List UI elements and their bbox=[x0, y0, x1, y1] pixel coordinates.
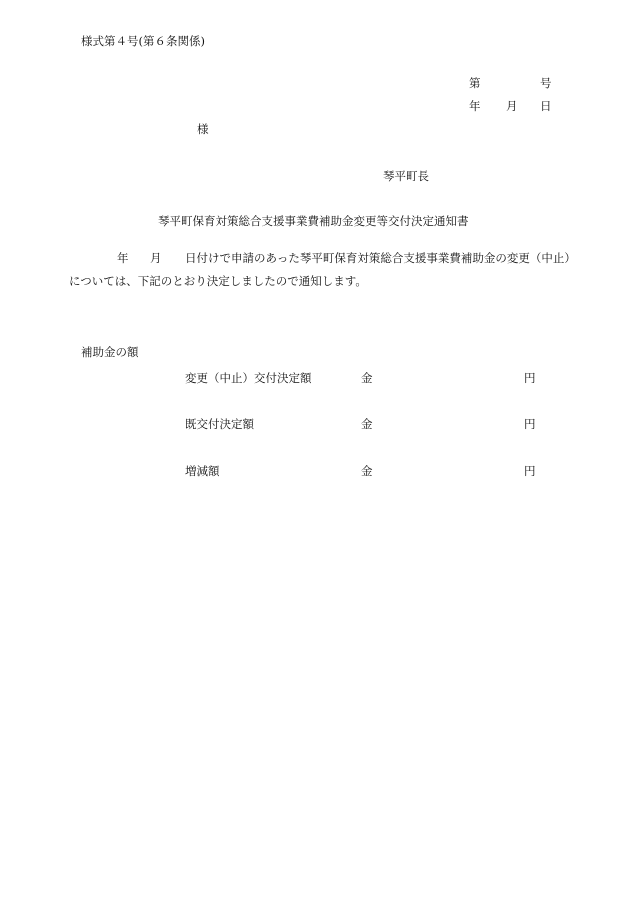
date-day-label: 日 bbox=[540, 99, 552, 113]
amount-row-prefix: 金 bbox=[361, 371, 373, 385]
amount-row-unit: 円 bbox=[524, 464, 536, 478]
amount-row-unit: 円 bbox=[524, 371, 536, 385]
amount-row-difference bbox=[0, 463, 630, 479]
amount-row-label: 増減額 bbox=[185, 464, 220, 478]
document-title: 琴平町保育対策総合支援事業費補助金変更等交付決定通知書 bbox=[158, 214, 469, 228]
date-month-label: 月 bbox=[506, 99, 518, 113]
form-number: 様式第４号(第６条関係) bbox=[81, 34, 205, 48]
amount-row-label: 変更（中止）交付決定額 bbox=[185, 371, 312, 385]
amount-row-unit: 円 bbox=[524, 417, 536, 431]
body-month-label: 月 bbox=[150, 251, 162, 265]
amount-row-prefix: 金 bbox=[361, 417, 373, 431]
amount-row-prefix: 金 bbox=[361, 464, 373, 478]
amount-row-changed bbox=[0, 370, 630, 386]
date-year-label: 年 bbox=[469, 99, 481, 113]
body-text-line-1: 日付けで申請のあった琴平町保育対策総合支援事業費補助金の変更（中止） bbox=[185, 251, 576, 265]
issuer-name: 琴平町長 bbox=[383, 169, 429, 183]
amount-section-heading: 補助金の額 bbox=[81, 345, 139, 359]
body-text-line-2: については、下記のとおり決定しましたので通知します。 bbox=[69, 274, 367, 288]
document-number-prefix: 第 bbox=[469, 76, 481, 90]
addressee-honorific: 様 bbox=[197, 122, 209, 136]
amount-row-previous bbox=[0, 416, 630, 432]
body-year-label: 年 bbox=[117, 251, 129, 265]
amount-row-label: 既交付決定額 bbox=[185, 417, 254, 431]
document-number-suffix: 号 bbox=[540, 76, 552, 90]
